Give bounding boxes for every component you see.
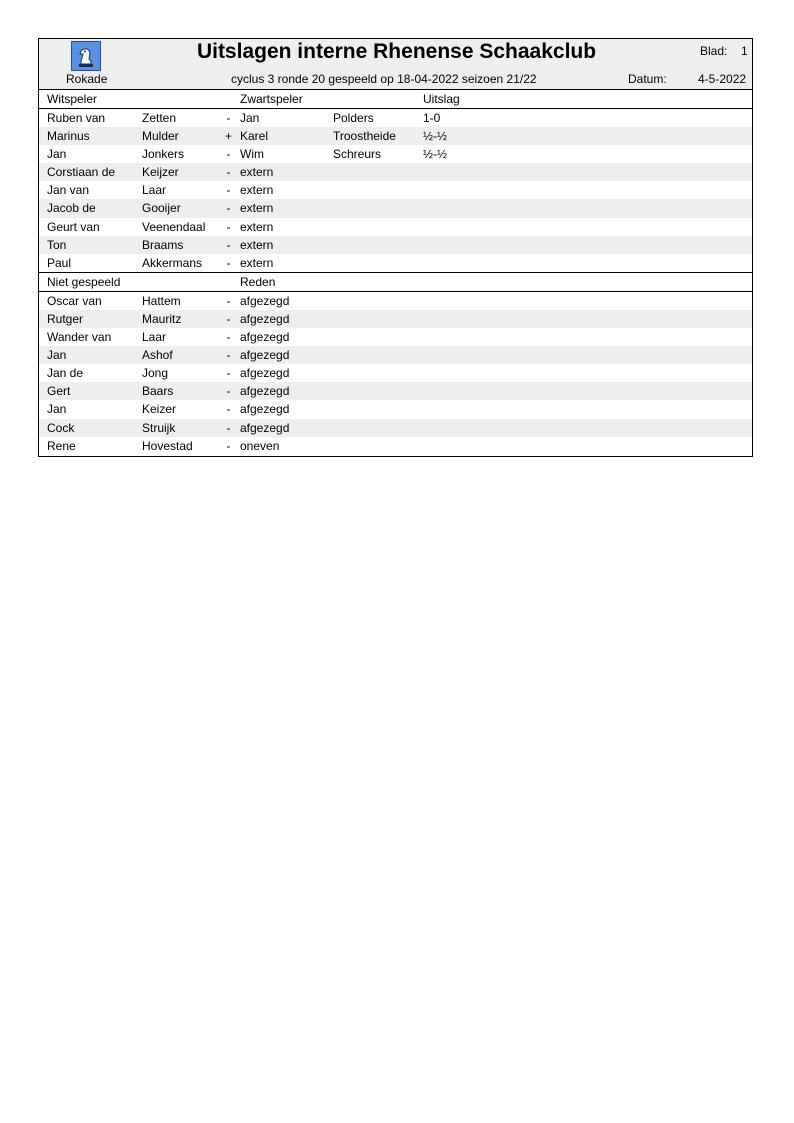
separator: - [226,165,231,180]
separator: - [226,255,231,270]
white-last-name: Akkermans [142,255,203,270]
last-name: Keizer [142,402,177,417]
separator: - [226,111,231,125]
black-last-name: Polders [333,111,374,125]
table-row [39,400,752,418]
col-not-played: Niet gespeeld [47,274,121,289]
reason: oneven [240,438,280,453]
round-info: cyclus 3 ronde 20 gespeeld op 18-04-2022 seizoen 21/22 [231,72,537,86]
not-played-table [39,292,752,455]
black-last-name: Schreurs [333,147,382,162]
first-name: Cock [47,420,75,435]
black-first-name: extern [240,165,274,180]
separator: - [226,147,231,162]
separator: - [226,438,231,453]
table-row [39,163,752,181]
table-bottom-spacer [39,455,752,456]
white-first-name: Jan van [47,183,90,198]
reason: afgezegd [240,420,290,435]
separator: - [226,293,231,308]
last-name: Hattem [142,293,181,308]
last-name: Ashof [142,348,173,363]
separator: - [226,402,231,417]
separator: - [226,201,231,216]
score: ½-½ [423,129,448,144]
white-first-name: Ton [47,237,67,252]
last-name: Baars [142,384,174,399]
table-row [39,218,752,236]
white-first-name: Marinus [47,129,90,144]
table-row [39,364,752,382]
separator: - [226,237,231,252]
first-name: Jan [47,402,67,417]
white-last-name: Veenendaal [142,219,206,234]
reason: afgezegd [240,366,290,381]
first-name: Jan [47,348,67,363]
club-logo-label: Rokade [66,72,108,86]
reason: afgezegd [240,293,290,308]
last-name: Struijk [142,420,176,435]
table-row [39,419,752,437]
white-last-name: Mulder [142,129,179,144]
table-row [39,181,752,199]
first-name: Jan de [47,366,84,381]
black-first-name: extern [240,183,274,198]
black-first-name: extern [240,255,274,270]
table-row [39,292,752,310]
separator: - [226,384,231,399]
separator: - [226,183,231,198]
black-first-name: Karel [240,129,269,144]
results-table [39,109,752,272]
score: ½-½ [423,147,448,162]
separator: - [226,330,231,345]
table-row [39,109,752,127]
page-title: Uitslagen interne Rhenense Schaakclub [196,40,597,63]
date-value: 4-5-2022 [698,72,747,86]
black-first-name: extern [240,237,274,252]
black-first-name: extern [240,219,274,234]
table-row [39,382,752,400]
reason: afgezegd [240,330,290,345]
black-first-name: Wim [240,147,264,162]
reason: afgezegd [240,348,290,363]
separator: - [226,366,231,381]
white-first-name: Geurt van [47,219,100,234]
first-name: Rene [47,438,76,453]
table-row [39,254,752,272]
first-name: Oscar van [47,293,102,308]
white-first-name: Jan [47,147,67,162]
reason: afgezegd [240,311,290,326]
score: 1-0 [423,111,441,125]
white-first-name: Ruben van [47,111,106,125]
white-last-name: Braams [142,237,184,252]
col-white-player: Witspeler [47,92,98,106]
table-row [39,346,752,364]
white-last-name: Laar [142,183,167,198]
reason: afgezegd [240,402,290,417]
first-name: Wander van [47,330,112,345]
table-row [39,145,752,163]
last-name: Hovestad [142,438,193,453]
date-label: Datum: [628,72,667,86]
col-black-player: Zwartspeler [240,92,303,106]
last-name: Mauritz [142,311,182,326]
white-first-name: Paul [47,255,72,270]
first-name: Rutger [47,311,84,326]
table-row [39,437,752,455]
results-sheet [38,38,753,457]
table-row [39,236,752,254]
results-column-header [39,90,752,109]
sheet-number-value: 1 [741,44,748,58]
col-result: Uitslag [423,92,460,106]
chess-knight-icon [71,41,101,71]
separator: - [226,311,231,326]
first-name: Gert [47,384,71,399]
not-played-column-header [39,272,752,292]
table-row [39,310,752,328]
col-reason: Reden [240,274,276,289]
separator: + [224,129,232,144]
white-first-name: Corstiaan de [47,165,116,180]
separator: - [226,219,231,234]
white-last-name: Zetten [142,111,177,125]
white-first-name: Jacob de [47,201,96,216]
white-last-name: Gooijer [142,201,181,216]
black-first-name: Jan [240,111,260,125]
reason: afgezegd [240,384,290,399]
black-last-name: Troostheide [333,129,396,144]
table-row [39,127,752,145]
separator: - [226,420,231,435]
sheet-header [39,39,752,90]
sheet-number-label: Blad: [700,44,728,58]
table-row [39,199,752,217]
separator: - [226,348,231,363]
table-row [39,328,752,346]
black-first-name: extern [240,201,274,216]
last-name: Laar [142,330,167,345]
white-last-name: Keijzer [142,165,179,180]
white-last-name: Jonkers [142,147,185,162]
last-name: Jong [142,366,169,381]
